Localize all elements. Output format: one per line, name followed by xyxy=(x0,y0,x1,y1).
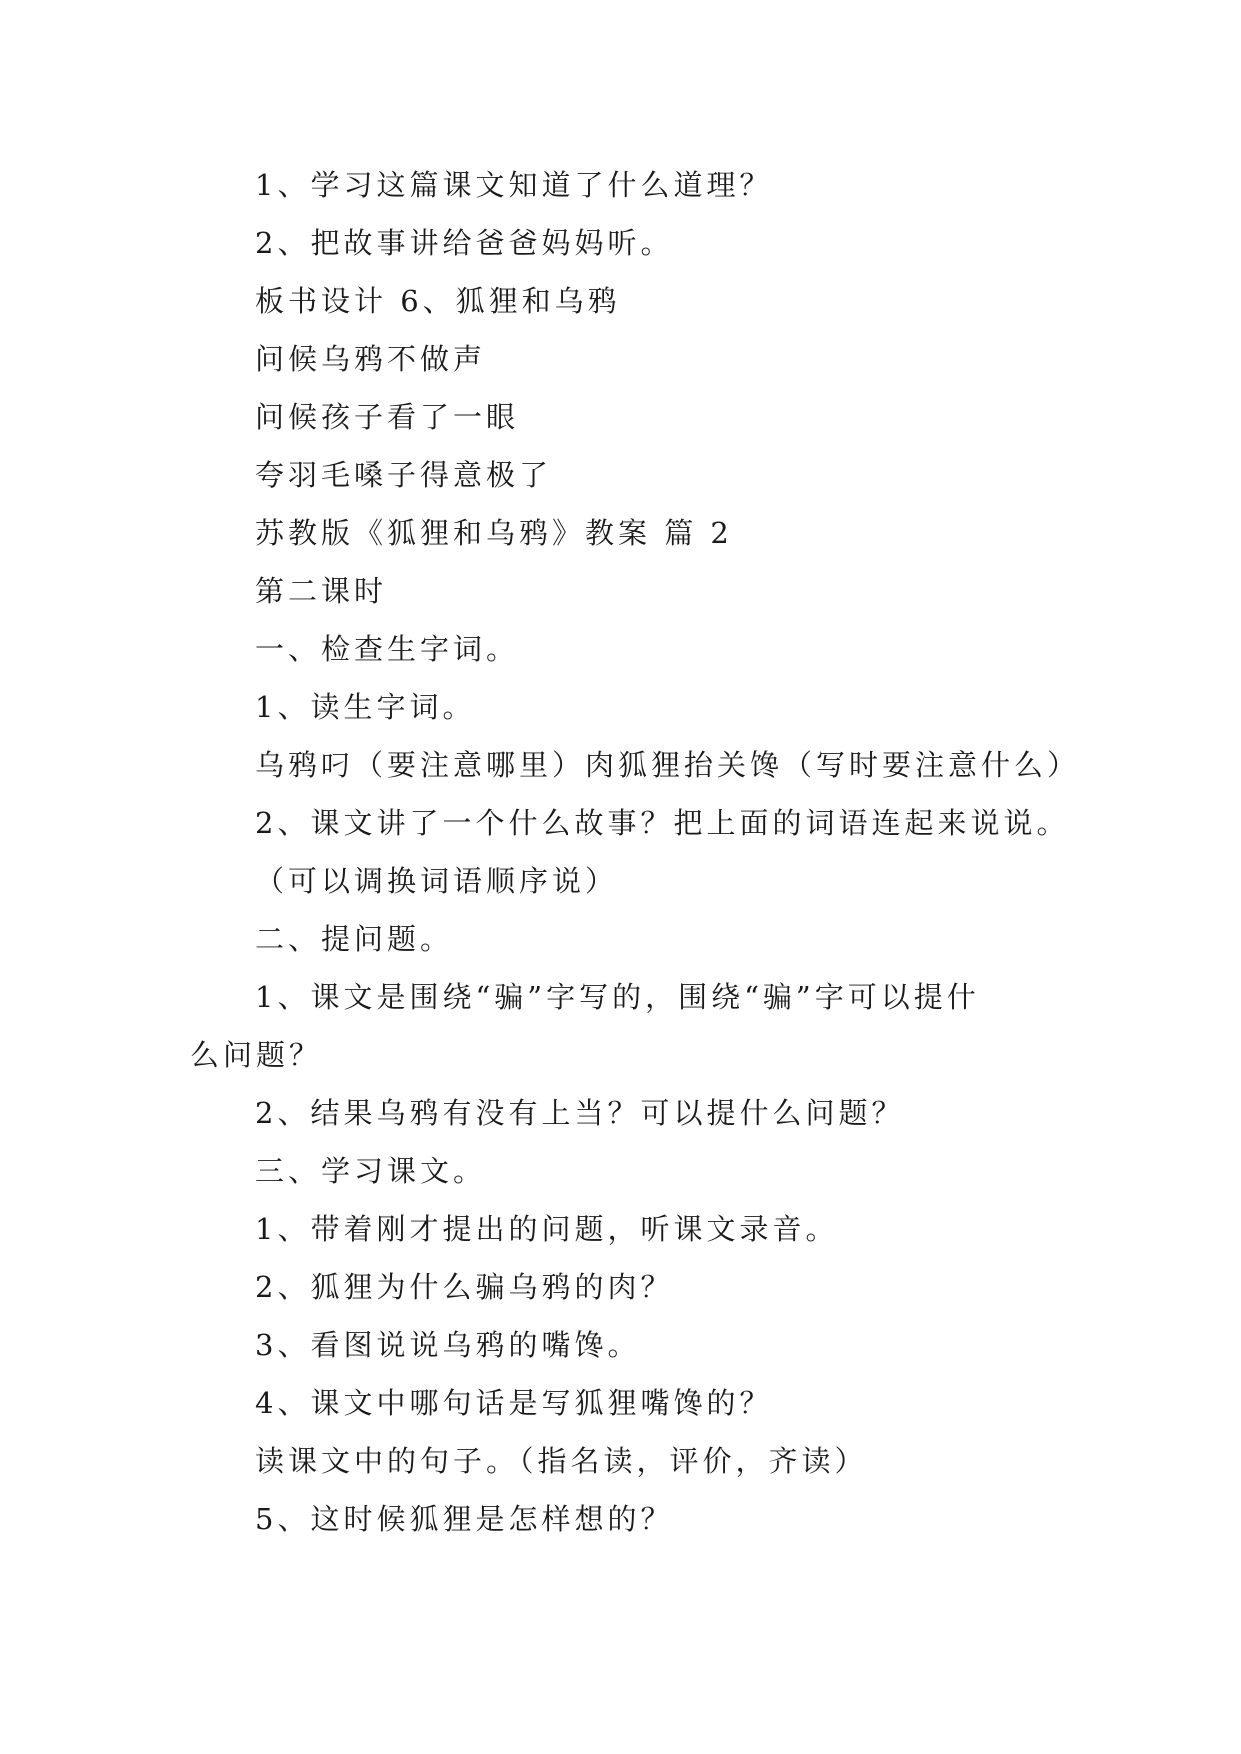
text-line: 问候孩子看了一眼 xyxy=(255,400,520,434)
text-line: 第二课时 xyxy=(255,574,388,608)
text-line: 问候乌鸦不做声 xyxy=(255,342,487,376)
text-line: 2、狐狸为什么骗乌鸦的肉？ xyxy=(255,1270,674,1304)
text-line: 5、这时候狐狸是怎样想的？ xyxy=(255,1502,674,1536)
text-line: 4、课文中哪句话是写狐狸嘴馋的？ xyxy=(255,1386,773,1420)
text-line: 板书设计 6、狐狸和乌鸦 xyxy=(255,284,621,318)
text-line: 2、课文讲了一个什么故事？把上面的词语连起来说说。 xyxy=(255,806,1070,840)
text-line: 夸羽毛嗓子得意极了 xyxy=(255,458,553,492)
text-line: 2、结果乌鸦有没有上当？可以提什么问题？ xyxy=(255,1096,905,1130)
text-line: 读课文中的句子。（指名读，评价，齐读） xyxy=(255,1444,868,1478)
text-line: 2、把故事讲给爸爸妈妈听。 xyxy=(255,226,674,260)
text-line: 么问题？ xyxy=(190,1038,323,1072)
text-line: 二、提问题。 xyxy=(255,922,454,956)
section-heading: 苏教版《狐狸和乌鸦》教案 篇 2 xyxy=(255,516,733,550)
text-line: 1、学习这篇课文知道了什么道理？ xyxy=(255,168,773,202)
text-line: 乌鸦叼（要注意哪里）肉狐狸抬关馋（写时要注意什么） xyxy=(255,748,1081,782)
text-line: 一、检查生字词。 xyxy=(255,632,520,666)
text-line: 1、读生字词。 xyxy=(255,690,476,724)
text-line: 1、带着刚才提出的问题，听课文录音。 xyxy=(255,1212,839,1246)
text-line: 三、学习课文。 xyxy=(255,1154,487,1188)
text-line: （可以调换词语顺序说） xyxy=(255,864,619,898)
text-line: 3、看图说说乌鸦的嘴馋。 xyxy=(255,1328,641,1362)
text-line: 1、课文是围绕“骗”字写的，围绕“骗”字可以提什 xyxy=(255,980,980,1014)
